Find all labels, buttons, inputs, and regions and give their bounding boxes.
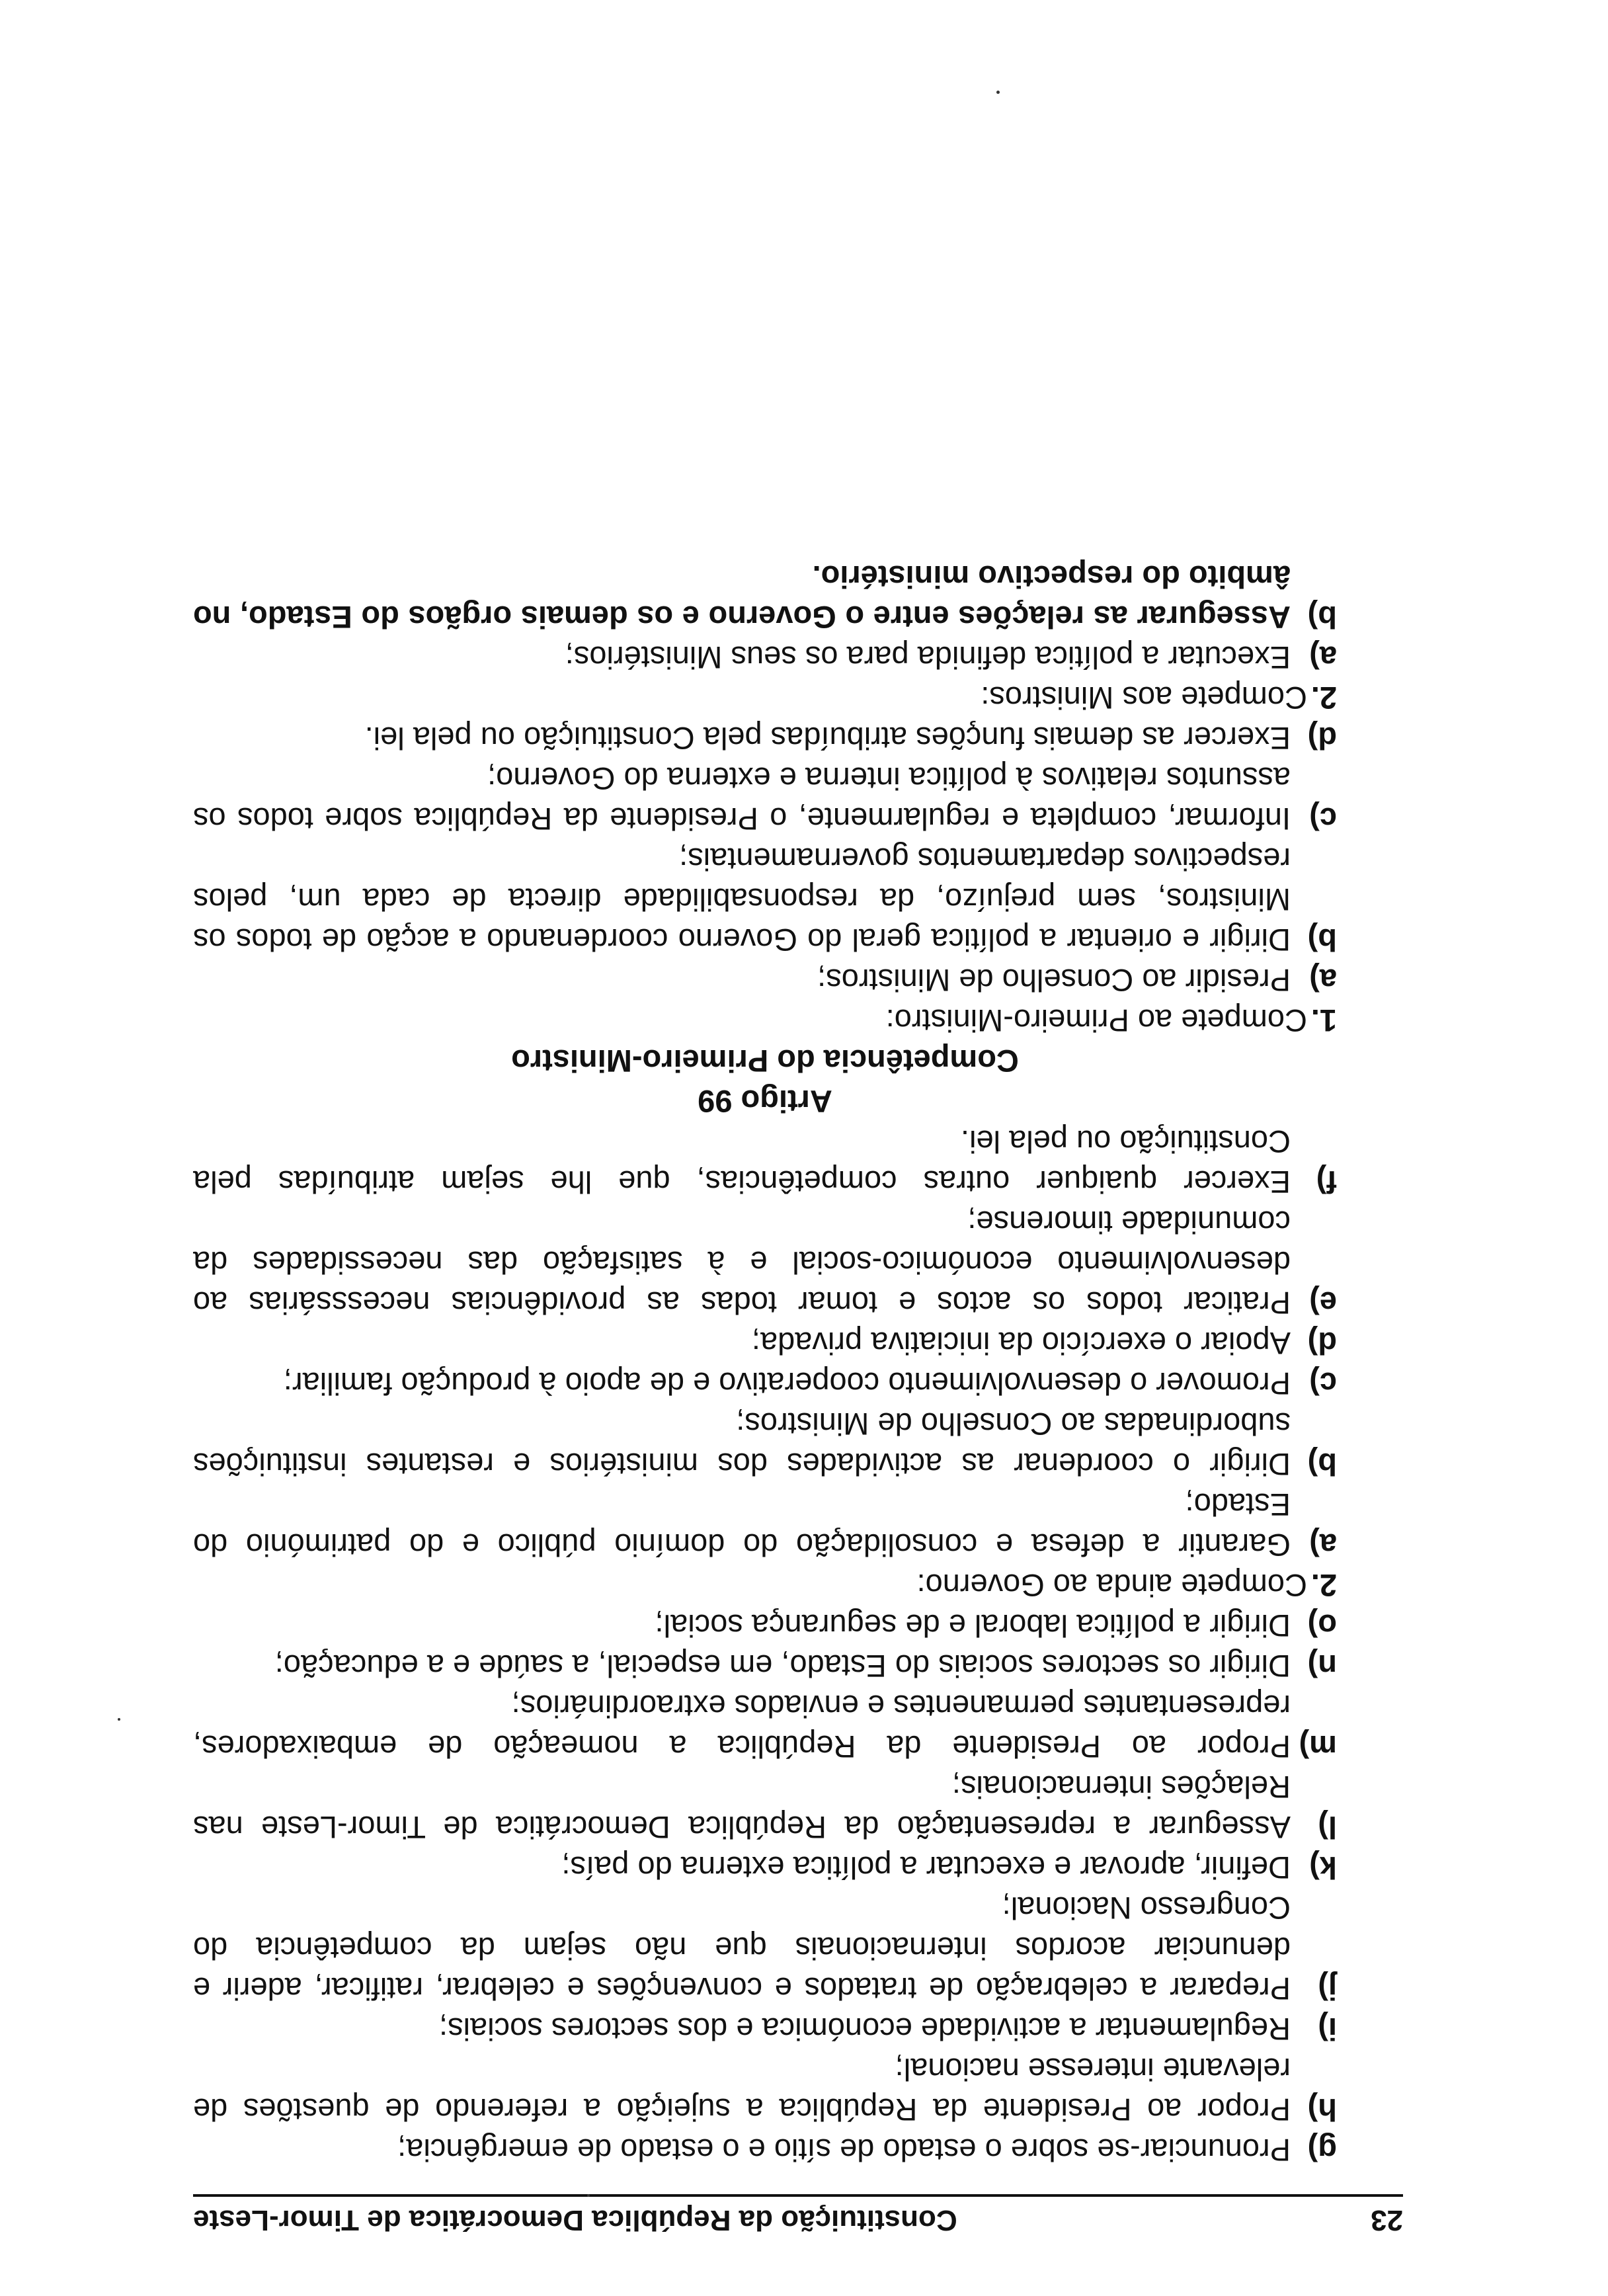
list-item: n)Dirigir os sectores sociais do Estado, em especial, a saúde e a educação; [274, 1649, 1337, 1684]
article-subheading: Competência do Primeiro-Ministro [511, 1044, 1019, 1079]
list-item: a)Presidir ao Conselho de Ministros; [817, 963, 1337, 998]
list-item: g)Pronunciar-se sobre o estado de sítio e o estado de emergência; [397, 2133, 1337, 2168]
list-item: d)Apoiar o exercício da iniciativa privada; [751, 1326, 1337, 1361]
list-item: a)Executar a política definida para os seus Ministérios; [565, 640, 1337, 675]
article-heading: Artigo 99 [698, 1084, 832, 1119]
list-item: m)Propor ao Presidente da República a nomeação de embaixadores, representantes permanentes e enviados extraordinários; [193, 1689, 1337, 1764]
list-item: d)Exercer as demais funções atribuídas pela Constituição ou pela lei. [364, 721, 1337, 756]
scan-speck [118, 1718, 120, 1721]
paragraph-2: 2.Compete aos Ministros: [981, 680, 1337, 716]
list-item: b)Dirigir o coordenar as actividades dos ministérios e restantes instituições subordinadas ao Conselho de Ministros; [193, 1407, 1337, 1482]
list-item: b)Dirigir e orientar a política geral do Governo coordenando a acção de todos os Ministros, sem prejuízo, da responsabilidade directa de cada um, pelos respectivos departamentos governamentais; [193, 842, 1337, 958]
list-item: k)Definir, aprovar e executar a política externa do país; [561, 1850, 1337, 1885]
list-item: h)Propor ao Presidente da República a sujeição a referendo de questões de relevante interesse nacional; [193, 2052, 1337, 2127]
page-body [193, 557, 1337, 2170]
list-item: j)Preparar a celebração de tratados e convenções e celebrar, ratificar, aderir e denunciar acordos internacionais que não sejam da competência do Congresso Nacional; [193, 1891, 1337, 2006]
list-item: b)Assegurar as relações entre o Governo e os demais orgãos do Estado, no âmbito do respectivo ministério. [193, 559, 1337, 635]
list-item: i)Regulamentar a actividade económica e dos sectores sociais; [439, 2012, 1337, 2047]
list-item: c)Promover o desenvolvimento cooperativo e de apoio à produção familiar; [283, 1366, 1337, 1401]
page-header [193, 2194, 1403, 2256]
paragraph-1: 1.Compete ao Primeiro-Ministro: [885, 1003, 1337, 1038]
list-item: f)Exercer quaiquer outras competências, que lhe sejam atribuídas pela Constituição ou pela lei. [193, 1124, 1337, 1200]
list-item: e)Praticar todos os actos e tomar todas as providências necesssárias ao desenvolvimento económico-social e à satisfação das necessidades da comunidade timorense; [193, 1205, 1337, 1321]
list-item: o)Dirigir a política laboral e de segurança social; [655, 1608, 1337, 1643]
list-item: a)Garantir a defesa e consolidação do domínio público e do património do Estado; [193, 1487, 1337, 1563]
list-item: l)Assegurar a representação da República Democrática de Timor-Leste nas Relações internacionais; [193, 1770, 1337, 1845]
scan-speck [996, 91, 1000, 94]
list-item: c)Informar, completa e regularmente, o Presidente da República sobre todos os assuntos relativos à política interna e externa do Governo; [193, 761, 1337, 837]
paragraph-2: 2.Compete ainda ao Governo: [916, 1568, 1337, 1603]
scan-speck [587, 2194, 590, 2197]
page-number: 23 [1371, 2204, 1403, 2236]
document-title: Constituição da República Democrática de Timor-Leste [193, 2204, 957, 2236]
